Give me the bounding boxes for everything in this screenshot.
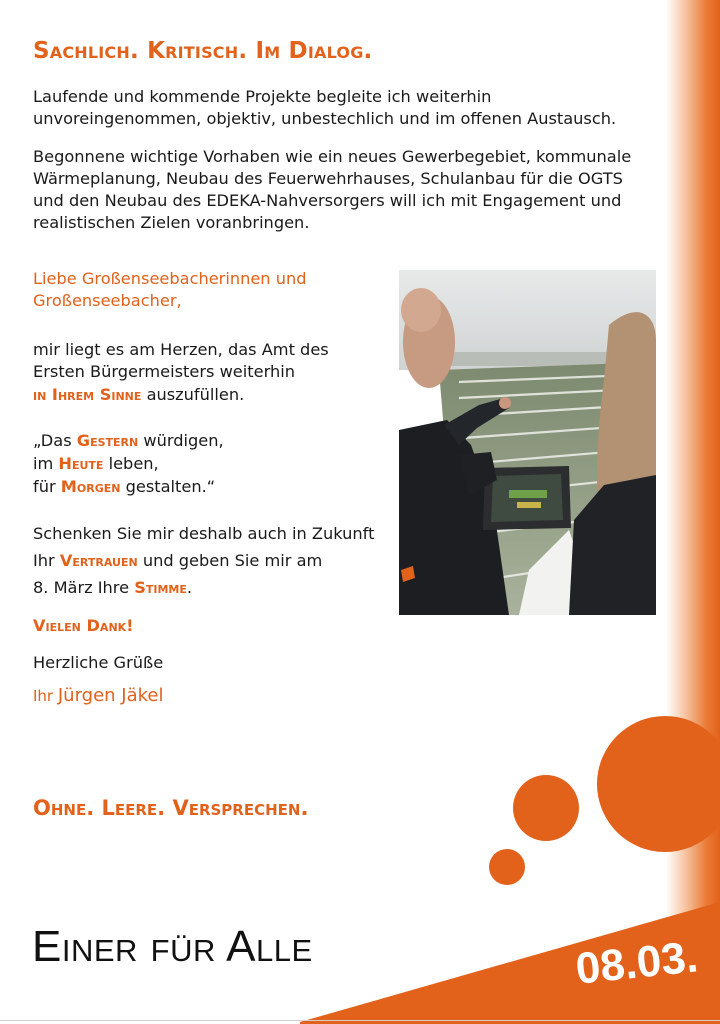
quote-line-1 (33, 429, 224, 453)
circle-large (597, 716, 720, 852)
quote-line-2 (33, 452, 159, 476)
circle-small (489, 849, 525, 885)
paragraph-plans: Begonnene wichtige Vorhaben wie ein neues Gewerbegebiet, kommunale Wärmeplanung, Neubau des Feuerwehrhauses, Schulanbau für die OGTS und den Neubau des EDEKA-Nahversorgers will ich mit Engagement und realistischen Zielen voranbringen. (33, 147, 632, 232)
trust3-pre: 8. März Ihre (33, 578, 135, 597)
quote3-pre: für (33, 477, 61, 496)
bottom-divider (0, 1020, 720, 1021)
emphasis-morgen: Morgen (60, 477, 121, 496)
quote2-pre: im (33, 454, 59, 473)
paragraph-projects: Laufende und kommende Projekte begleite ich weiterhin unvoreingenommen, objektiv, unbestechlich und im offenen Austausch. (33, 87, 617, 128)
headline-top: Sachlich. Kritisch. Im Dialog. (33, 38, 373, 64)
letter-line-2: Ersten Bürgermeisters weiterhin (33, 362, 295, 381)
signature-name: Jürgen Jäkel (57, 685, 164, 706)
election-date: 08.03. (573, 932, 700, 994)
quote3-post: gestalten.“ (120, 477, 216, 496)
trust3-post: . (186, 578, 193, 597)
trust2-pre: Ihr (33, 551, 60, 570)
headline-bottom: Ohne. Leere. Versprechen. (33, 796, 309, 820)
quote1-pre: „Das (33, 431, 77, 450)
trust-line-3 (33, 576, 192, 600)
signature-prefix: Ihr (33, 687, 58, 705)
trust-line-1: Schenken Sie mir deshalb auch in Zukunft (33, 524, 375, 543)
candidate-field-photo (399, 270, 656, 615)
quote2-post: leben, (103, 454, 159, 473)
emphasis-stimme: Stimme (134, 578, 187, 597)
greeting: Liebe Großenseebacherinnen und Großenseebacher, (33, 269, 307, 310)
emphasis-heute: Heute (58, 454, 104, 473)
trust-line-2 (33, 549, 322, 573)
thanks-line: Vielen Dank! (33, 616, 134, 635)
regards-line: Herzliche Grüße (33, 653, 164, 672)
emphasis-ihrem-sinne: in Ihrem Sinne (33, 385, 142, 404)
quote-line-3 (33, 475, 215, 499)
letter-line-1: mir liegt es am Herzen, das Amt des (33, 340, 329, 359)
circle-medium (513, 775, 579, 841)
letter-line-3-rest: auszufüllen. (141, 385, 245, 404)
emphasis-vertrauen: Vertrauen (59, 551, 138, 570)
footer-title: Einer für Alle (32, 922, 313, 971)
trust2-post: und geben Sie mir am (137, 551, 323, 570)
quote1-post: würdigen, (138, 431, 224, 450)
letter-line-3 (33, 383, 244, 407)
emphasis-gestern: Gestern (76, 431, 139, 450)
